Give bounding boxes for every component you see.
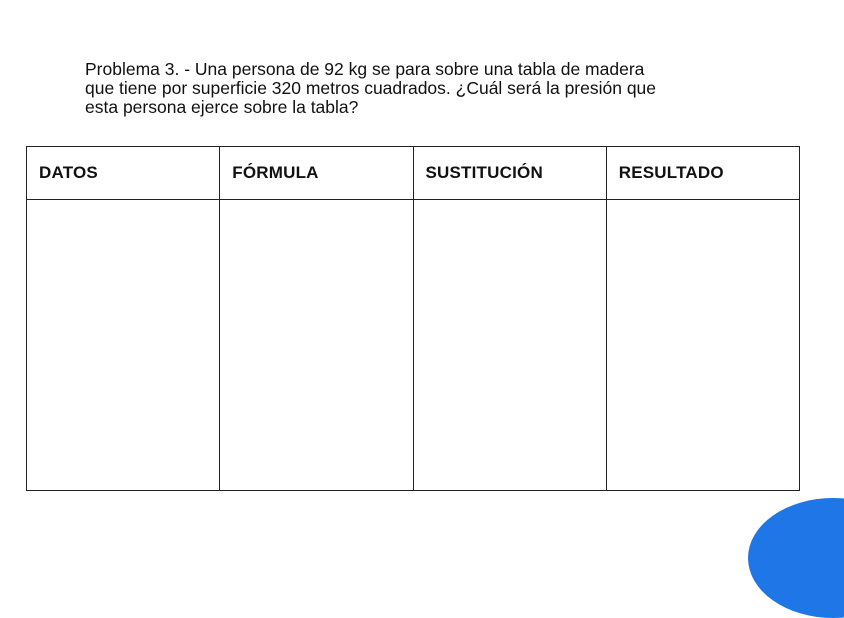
header-formula: FÓRMULA [220, 147, 413, 200]
answer-row [27, 200, 800, 491]
problem-line-1: Problema 3. - Una persona de 92 kg se para sobre una tabla de madera [85, 59, 645, 79]
answer-table [26, 146, 800, 491]
header-resultado: RESULTADO [606, 147, 799, 200]
problem-line-2: que tiene por superficie 320 metros cuadrados. ¿Cuál será la presión que [85, 78, 657, 98]
header-sustitucion: SUSTITUCIÓN [413, 147, 606, 200]
header-datos: DATOS [27, 147, 220, 200]
problem-line-3: esta persona ejerce sobre la tabla? [85, 97, 359, 117]
cell-sustitucion[interactable] [413, 200, 606, 491]
cell-resultado[interactable] [606, 200, 799, 491]
problem-statement [85, 60, 745, 117]
header-row [27, 147, 800, 200]
cell-datos[interactable] [27, 200, 220, 491]
cell-formula[interactable] [220, 200, 413, 491]
floating-action-button[interactable] [748, 498, 844, 618]
